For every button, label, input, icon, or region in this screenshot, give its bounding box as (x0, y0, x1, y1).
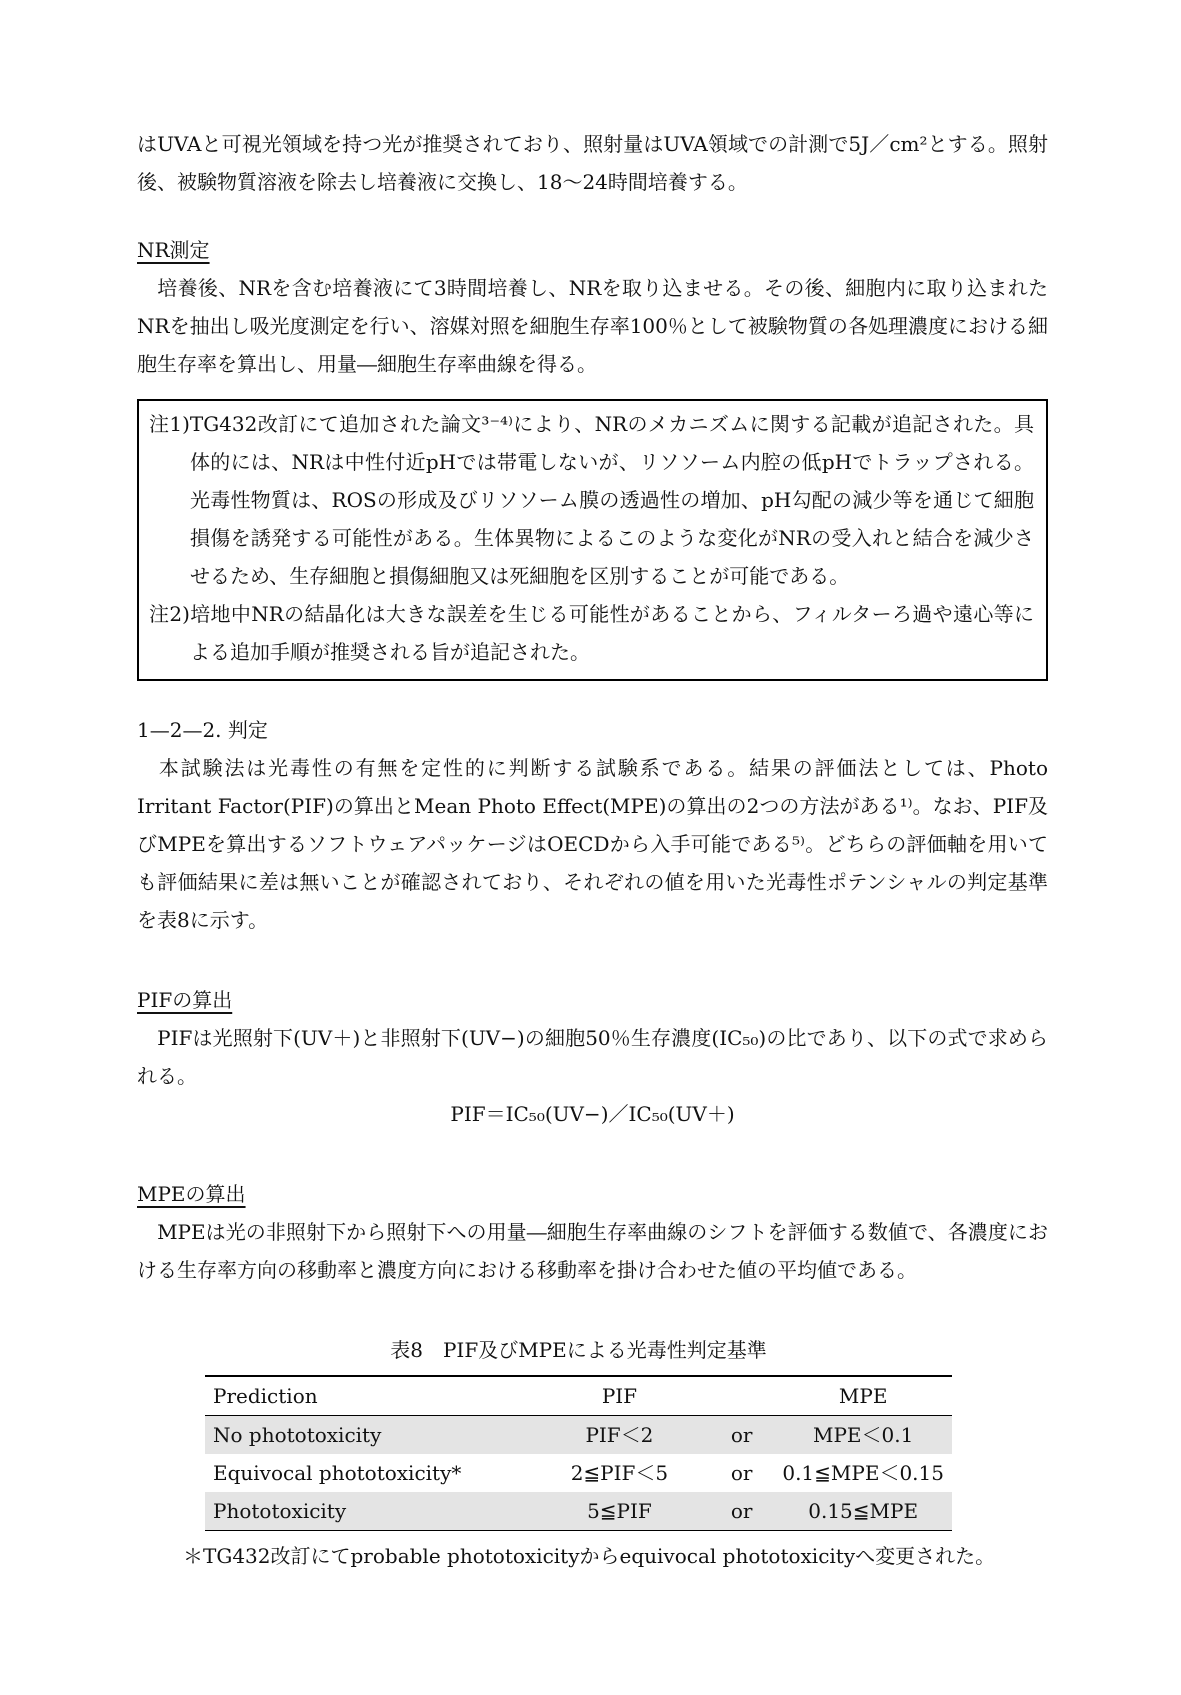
col-header-pif: PIF (601, 1384, 638, 1408)
judgment-section (137, 711, 1048, 939)
cell-pif: PIF＜2 (585, 1423, 654, 1447)
pif-section-body: PIFは光照射下(UV＋)と非照射下(UV−)の細胞50％生存濃度(IC₅₀)の比であり、以下の式で求められる。 (137, 1026, 1048, 1088)
cell-pif: 2≦PIF＜5 (570, 1461, 669, 1485)
judgment-section-body: 本試験法は光毒性の有無を定性的に判断する試験系である。結果の評価法としては、Photo Irritant Factor(PIF)の算出とMean Photo Effect(MPE)の算出の2つの方法がある¹⁾。なお、PIF及びMPEを算出するソフトウェアパッケージはOECDから入手可能である⁵⁾。どちらの評価軸を用いても評価結果に差は無いことが確認されており、それぞれの値を用いた光毒性ポテンシャルの判定基準を表8に示す。 (137, 756, 1048, 932)
table8-footnote: ＊TG432改訂にてprobable phototoxicityからequivocal phototoxicityへ変更された。 (183, 1544, 996, 1568)
cell-mpe: 0.15≦MPE (808, 1499, 919, 1523)
pif-section (137, 981, 1048, 1133)
mpe-section-heading: MPEの算出 (137, 1182, 246, 1206)
col-header-prediction: Prediction (213, 1384, 318, 1408)
nr-section (137, 231, 1048, 383)
cell-or: or (730, 1499, 753, 1523)
note-item-1: 注1)TG432改訂にて追加された論文³⁻⁴⁾により、NRのメカニズムに関する記載が追記された。具体的には、NRは中性付近pHでは帯電しないが、リソソーム内腔の低pHでトラップされる。光毒性物質は、ROSの形成及びリソソーム膜の透過性の増加、pH勾配の減少等を通じて細胞損傷を誘発する可能性がある。生体異物によるこのような変化がNRの受入れと結合を減少させるため、生存細胞と損傷細胞又は死細胞を区別することが可能である。 (149, 412, 1034, 588)
cell-pif: 5≦PIF (587, 1499, 652, 1523)
cell-mpe: 0.1≦MPE＜0.15 (782, 1461, 944, 1485)
table8-block (205, 1331, 952, 1531)
pif-formula: PIF＝IC₅₀(UV−)／IC₅₀(UV＋) (450, 1102, 735, 1126)
spacer (137, 1133, 1048, 1175)
table-header-row (205, 1376, 952, 1416)
table8-body (205, 1416, 952, 1531)
note-item-2: 注2)培地中NRの結晶化は大きな誤差を生じる可能性があることから、フィルターろ過や遠心等による追加手順が推奨される旨が追記された。 (149, 602, 1034, 664)
spacer (137, 939, 1048, 981)
spacer (137, 201, 1048, 231)
mpe-section (137, 1175, 1048, 1289)
notes-box (137, 399, 1048, 681)
table-row (205, 1454, 952, 1492)
table-row (205, 1416, 952, 1455)
table8 (205, 1375, 952, 1531)
cell-prediction: Phototoxicity (213, 1499, 347, 1523)
nr-section-heading: NR測定 (137, 238, 210, 262)
mpe-section-body: MPEは光の非照射下から照射下への用量―細胞生存率曲線のシフトを評価する数値で、各濃度における生存率方向の移動率と濃度方向における移動率を掛け合わせた値の平均値である。 (137, 1220, 1048, 1282)
col-header-or-spacer (709, 1376, 774, 1416)
table8-header (205, 1376, 952, 1416)
cell-or: or (730, 1423, 753, 1447)
col-header-mpe: MPE (838, 1384, 888, 1408)
spacer (137, 681, 1048, 711)
spacer (137, 383, 1048, 399)
pif-section-heading: PIFの算出 (137, 988, 233, 1012)
cell-or: or (730, 1461, 753, 1485)
spacer (137, 1289, 1048, 1331)
cell-prediction: Equivocal phototoxicity* (213, 1461, 462, 1485)
cell-mpe: MPE＜0.1 (812, 1423, 914, 1447)
intro-paragraph: はUVAと可視光領域を持つ光が推奨されており、照射量はUVA領域での計測で5J／cm²とする。照射後、被験物質溶液を除去し培養液に交換し、18〜24時間培養する。 (137, 132, 1048, 194)
judgment-section-heading: 1—2—2. 判定 (137, 718, 268, 742)
nr-section-body: 培養後、NRを含む培養液にて3時間培養し、NRを取り込ませる。その後、細胞内に取り込まれたNRを抽出し吸光度測定を行い、溶媒対照を細胞生存率100％として被験物質の各処理濃度における細胞生存率を算出し、用量―細胞生存率曲線を得る。 (137, 276, 1048, 376)
table-row (205, 1492, 952, 1531)
cell-prediction: No phototoxicity (213, 1423, 382, 1447)
table8-title: 表8 PIF及びMPEによる光毒性判定基準 (390, 1338, 767, 1362)
